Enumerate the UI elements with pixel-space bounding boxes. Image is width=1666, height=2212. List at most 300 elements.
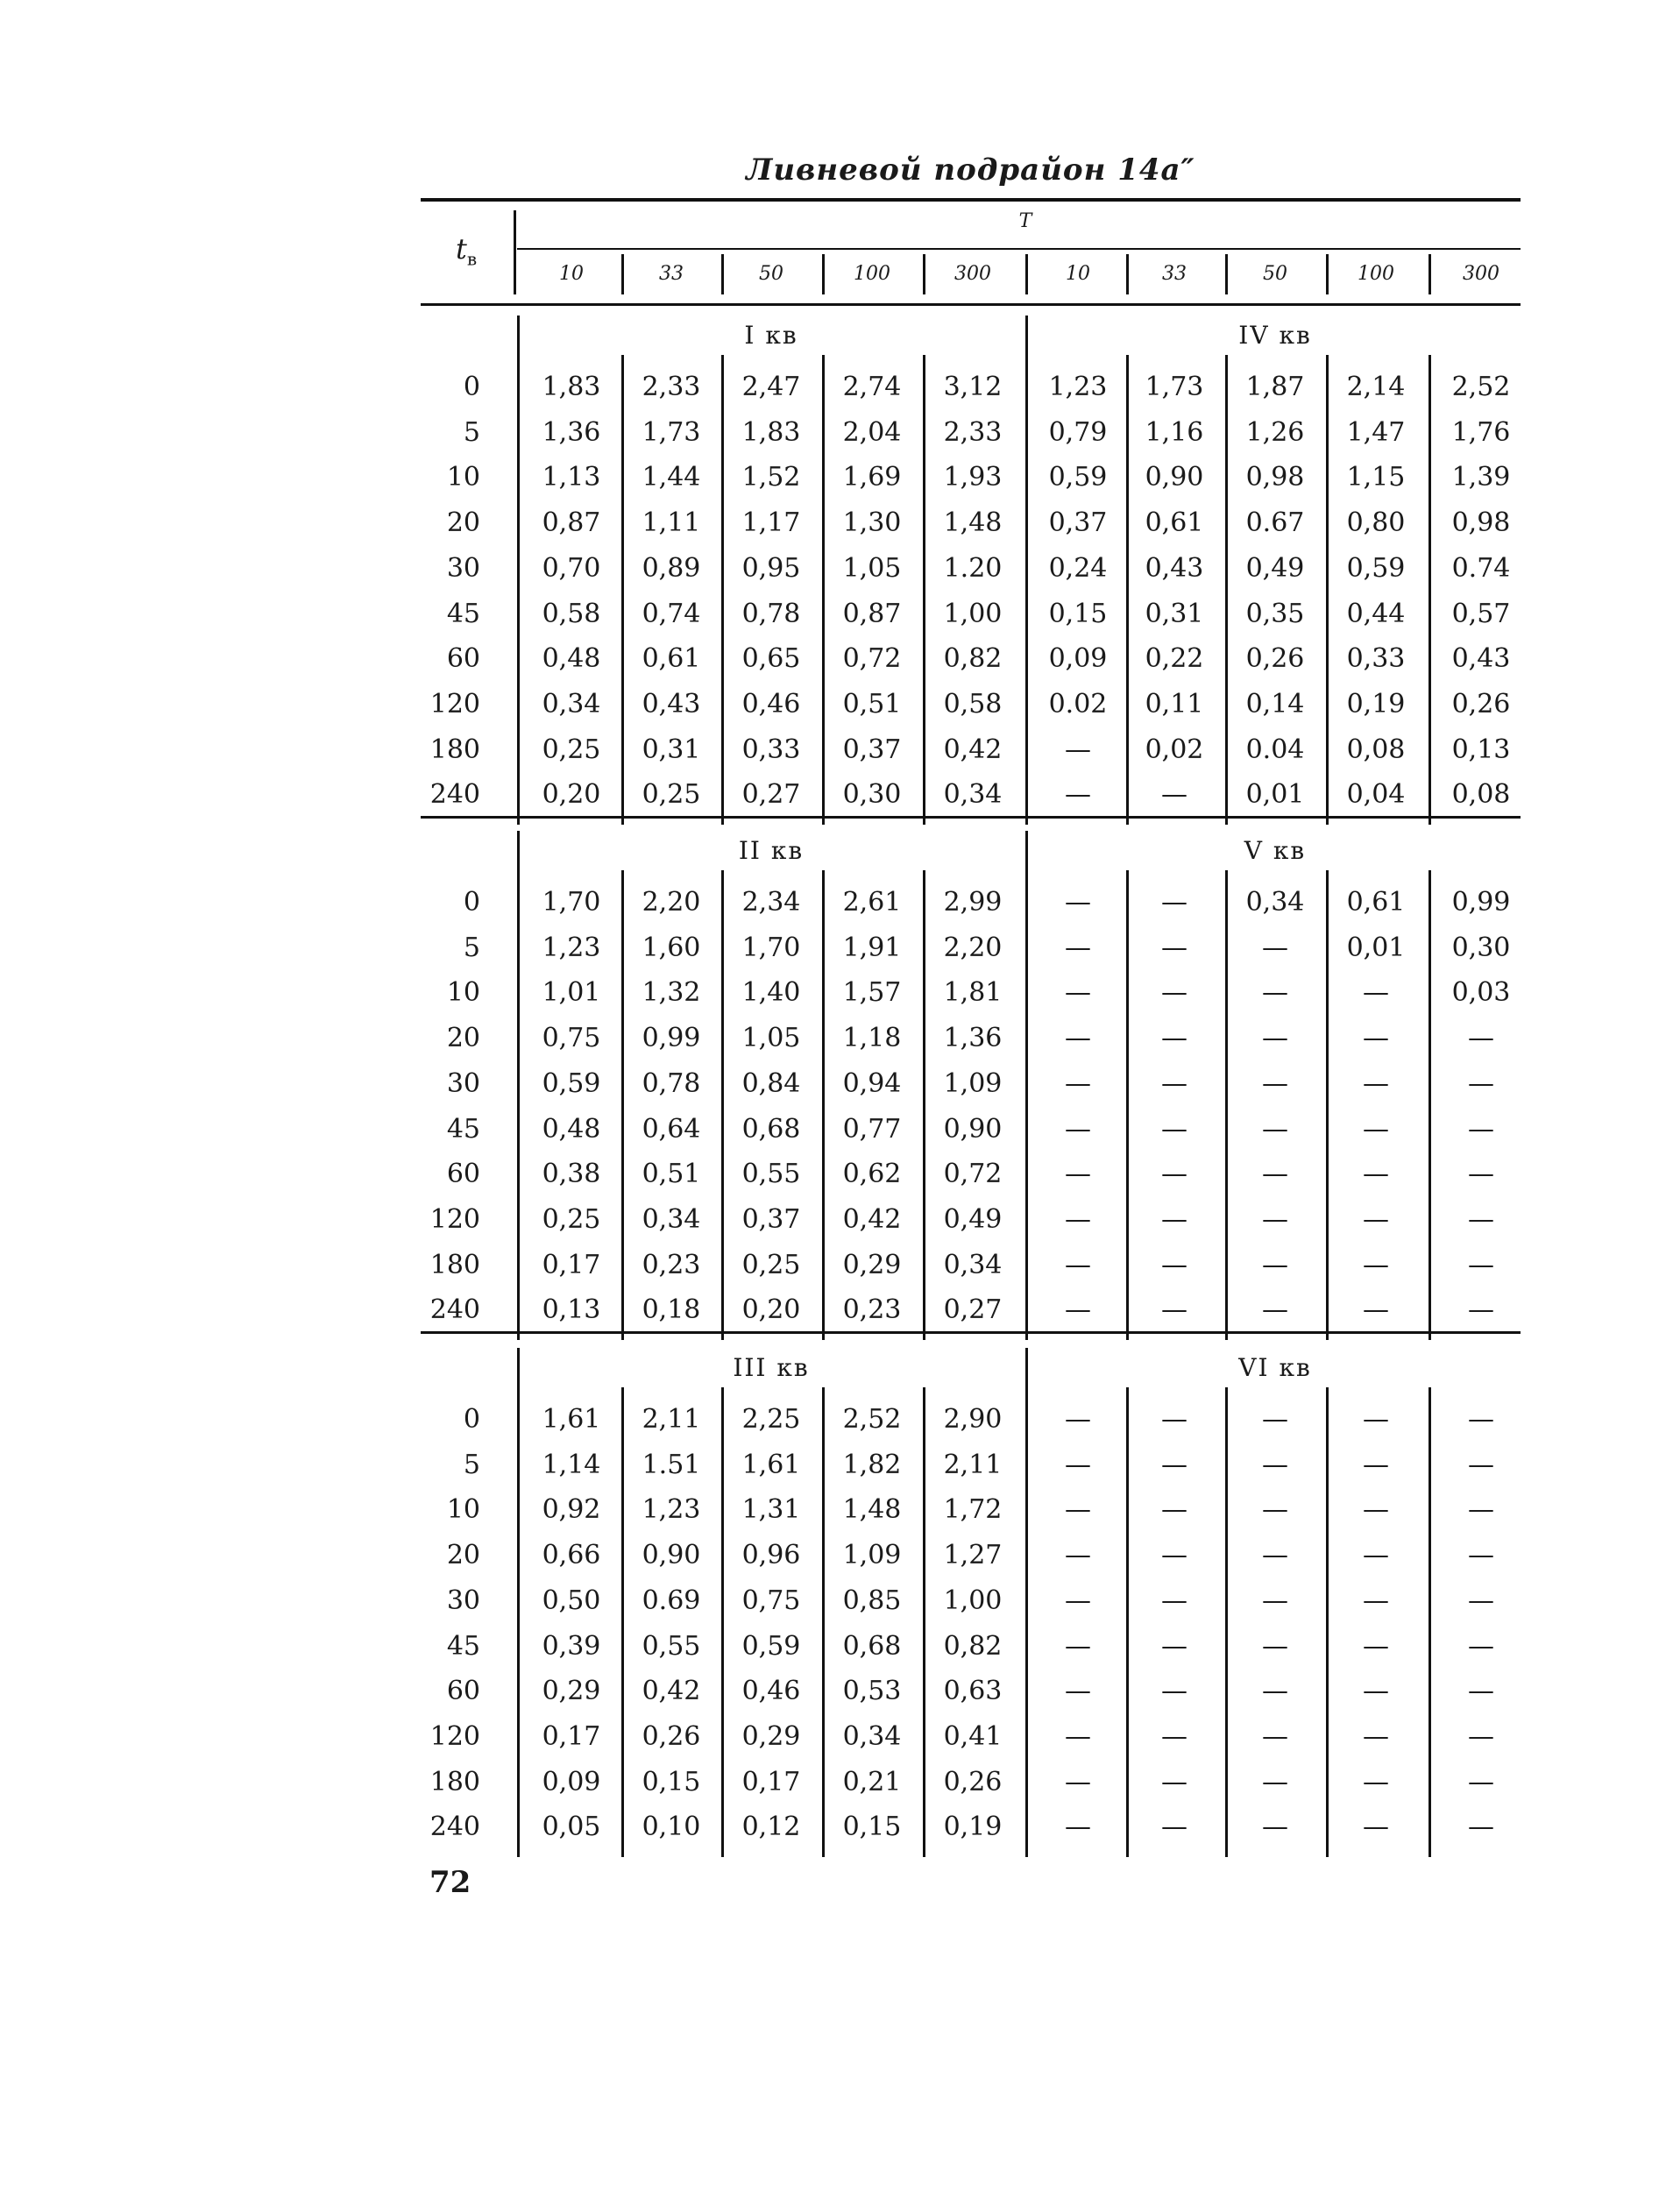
table-cell: 0,53 xyxy=(842,1676,902,1707)
table-cell: — xyxy=(1065,779,1091,811)
table-cell: 2,99 xyxy=(943,887,1003,918)
row-tb-value: 240 xyxy=(429,1811,480,1843)
table-cell: — xyxy=(1161,1449,1187,1480)
table-cell: — xyxy=(1262,1023,1288,1054)
table-cell: — xyxy=(1262,932,1288,963)
table-cell: 0.67 xyxy=(1245,507,1305,539)
table-cell: 1,83 xyxy=(542,372,601,402)
row-tb-value: 5 xyxy=(463,932,480,963)
table-cell: 1,72 xyxy=(943,1494,1003,1526)
table-cell: — xyxy=(1363,1811,1389,1843)
table-cell: — xyxy=(1161,1676,1187,1707)
table-cell: 1,05 xyxy=(741,1023,801,1054)
table-cell: 0,50 xyxy=(542,1585,601,1616)
row-tb-value: 60 xyxy=(446,1159,480,1190)
table-cell: 1,30 xyxy=(842,507,902,539)
table-cell: 0,08 xyxy=(1451,779,1511,811)
table-cell: 0,26 xyxy=(1451,688,1511,720)
table-cell: — xyxy=(1262,1203,1288,1235)
table-cell: 2,20 xyxy=(943,932,1003,963)
table-cell: 0,51 xyxy=(642,1159,701,1190)
table-cell: 0,72 xyxy=(842,643,902,675)
table-cell: 1,14 xyxy=(542,1449,601,1480)
section-separator-rule xyxy=(421,1331,1521,1334)
table-cell: — xyxy=(1161,977,1187,1009)
table-cell: — xyxy=(1161,1067,1187,1099)
table-cell: 0,99 xyxy=(642,1023,701,1054)
table-cell: — xyxy=(1065,1494,1091,1526)
table-cell: — xyxy=(1161,1766,1187,1797)
table-cell: 0.69 xyxy=(642,1585,701,1616)
table-cell: 0,90 xyxy=(1145,462,1204,493)
column-header-7: 50 xyxy=(1263,263,1287,285)
table-cell: 0,41 xyxy=(943,1720,1003,1752)
table-cell: 1,05 xyxy=(842,552,902,584)
table-cell: 0,19 xyxy=(1346,688,1406,720)
table-cell: 0,31 xyxy=(642,734,701,765)
table-cell: 0,19 xyxy=(943,1811,1003,1843)
section-label-left: III кв xyxy=(733,1353,810,1382)
column-header-divider xyxy=(822,254,825,294)
table-cell: 0,46 xyxy=(741,688,801,720)
table-cell: 0,27 xyxy=(741,779,801,811)
table-cell: 0,37 xyxy=(842,734,902,765)
table-cell: 0,29 xyxy=(542,1676,601,1707)
table-cell: 1,73 xyxy=(642,416,701,448)
row-tb-value: 30 xyxy=(446,552,480,584)
table-cell: 0,70 xyxy=(542,552,601,584)
table-cell: 0,49 xyxy=(1245,552,1305,584)
table-cell: 0,99 xyxy=(1451,887,1511,918)
table-cell: — xyxy=(1468,1766,1494,1797)
tb-header-label: t xyxy=(456,232,467,266)
row-tb-value: 240 xyxy=(429,1294,480,1326)
table-cell: 0,34 xyxy=(943,1249,1003,1280)
row-tb-value: 60 xyxy=(446,643,480,675)
table-cell: 0,04 xyxy=(1346,779,1406,811)
table-cell: 0,68 xyxy=(741,1113,801,1145)
table-cell: — xyxy=(1065,887,1091,918)
table-cell: 0,87 xyxy=(842,598,902,629)
table-cell: 0,20 xyxy=(542,779,601,811)
table-cell: 0,89 xyxy=(642,552,701,584)
table-cell: 0,29 xyxy=(842,1249,902,1280)
row-tb-value: 45 xyxy=(446,598,480,629)
table-cell: 0,43 xyxy=(1451,643,1511,675)
header-stub-divider xyxy=(514,210,516,294)
table-cell: — xyxy=(1065,1113,1091,1145)
table-cell: — xyxy=(1262,1249,1288,1280)
table-cell: 1,16 xyxy=(1145,416,1204,448)
table-cell: 0,34 xyxy=(842,1720,902,1752)
table-cell: 0,09 xyxy=(542,1766,601,1797)
table-cell: — xyxy=(1065,1159,1091,1190)
table-cell: — xyxy=(1468,1023,1494,1054)
row-tb-value: 120 xyxy=(429,1203,480,1235)
section-label-left: II кв xyxy=(738,836,805,865)
table-cell: 2,61 xyxy=(842,887,902,918)
table-cell: 0,42 xyxy=(842,1203,902,1235)
table-cell: — xyxy=(1065,1294,1091,1326)
table-cell: 0,82 xyxy=(943,643,1003,675)
table-cell: — xyxy=(1363,1585,1389,1616)
table-cell: — xyxy=(1262,1449,1288,1480)
table-cell: 0,23 xyxy=(842,1294,902,1326)
table-cell: — xyxy=(1161,1720,1187,1752)
table-cell: 2,90 xyxy=(943,1404,1003,1435)
table-cell: — xyxy=(1065,1404,1091,1435)
row-tb-value: 0 xyxy=(463,372,480,402)
table-cell: 2,52 xyxy=(842,1404,902,1435)
table-cell: 0,80 xyxy=(1346,507,1406,539)
table-cell: 1.20 xyxy=(943,552,1003,584)
table-cell: — xyxy=(1363,1449,1389,1480)
column-header-divider xyxy=(1126,254,1129,294)
table-cell: 1,48 xyxy=(943,507,1003,539)
row-tb-value: 240 xyxy=(429,779,480,811)
table-cell: 0,27 xyxy=(943,1294,1003,1326)
table-cell: 0,75 xyxy=(741,1585,801,1616)
row-tb-value: 30 xyxy=(446,1585,480,1616)
row-tb-value: 20 xyxy=(446,1540,480,1571)
table-cell: 1,44 xyxy=(642,462,701,493)
column-header-divider xyxy=(1429,254,1431,294)
table-cell: 0,02 xyxy=(1145,734,1204,765)
table-cell: — xyxy=(1065,1540,1091,1571)
table-cell: 2,11 xyxy=(642,1404,701,1435)
table-cell: 0,87 xyxy=(542,507,601,539)
column-header-divider xyxy=(721,254,724,294)
table-cell: 1,81 xyxy=(943,977,1003,1009)
table-cell: 0,37 xyxy=(741,1203,801,1235)
table-cell: 1,61 xyxy=(542,1404,601,1435)
table-cell: — xyxy=(1065,1811,1091,1843)
table-cell: 0,90 xyxy=(943,1113,1003,1145)
table-cell: 0,24 xyxy=(1048,552,1108,584)
table-cell: 0,49 xyxy=(943,1203,1003,1235)
column-header-0: 10 xyxy=(559,263,584,285)
table-cell: 0,63 xyxy=(943,1676,1003,1707)
table-cell: 2,33 xyxy=(943,416,1003,448)
table-cell: 0,09 xyxy=(1048,643,1108,675)
table-cell: 0,17 xyxy=(542,1249,601,1280)
table-cell: 1,15 xyxy=(1346,462,1406,493)
table-cell: — xyxy=(1065,1720,1091,1752)
row-tb-value: 5 xyxy=(463,1449,480,1480)
table-cell: — xyxy=(1161,1540,1187,1571)
table-cell: 1,27 xyxy=(943,1540,1003,1571)
table-cell: 0,39 xyxy=(542,1630,601,1662)
table-cell: — xyxy=(1065,977,1091,1009)
table-cell: 0,25 xyxy=(642,779,701,811)
table-cell: — xyxy=(1363,1630,1389,1662)
table-cell: 1.51 xyxy=(642,1449,701,1480)
table-cell: 1,83 xyxy=(741,416,801,448)
table-cell: 0,33 xyxy=(1346,643,1406,675)
table-cell: — xyxy=(1363,1067,1389,1099)
table-cell: 2,25 xyxy=(741,1404,801,1435)
row-tb-value: 120 xyxy=(429,688,480,720)
table-cell: — xyxy=(1468,1449,1494,1480)
table-cell: 0,05 xyxy=(542,1811,601,1843)
table-cell: — xyxy=(1363,1294,1389,1326)
row-tb-value: 0 xyxy=(463,887,480,918)
table-cell: — xyxy=(1468,1811,1494,1843)
table-cell: — xyxy=(1262,1067,1288,1099)
table-cell: 1,82 xyxy=(842,1449,902,1480)
table-cell: — xyxy=(1161,1811,1187,1843)
table-cell: — xyxy=(1363,1766,1389,1797)
table-cell: 0,25 xyxy=(741,1249,801,1280)
table-cell: 1,87 xyxy=(1245,372,1305,402)
table-cell: 0,21 xyxy=(842,1766,902,1797)
section-label-right: V кв xyxy=(1244,836,1307,865)
section-label-right: IV кв xyxy=(1238,321,1312,350)
table-cell: 0,34 xyxy=(542,688,601,720)
table-cell: — xyxy=(1161,1585,1187,1616)
table-cell: — xyxy=(1065,734,1091,765)
table-cell: — xyxy=(1468,1113,1494,1145)
table-cell: 1,76 xyxy=(1451,416,1511,448)
column-header-3: 100 xyxy=(854,263,890,285)
table-cell: 0,44 xyxy=(1346,598,1406,629)
table-cell: 0,68 xyxy=(842,1630,902,1662)
table-cell: 1,61 xyxy=(741,1449,801,1480)
table-cell: 2,14 xyxy=(1346,372,1406,402)
table-cell: 2,11 xyxy=(943,1449,1003,1480)
table-cell: 0,20 xyxy=(741,1294,801,1326)
row-tb-value: 120 xyxy=(429,1720,480,1752)
table-top-rule xyxy=(421,198,1521,202)
table-cell: 1,40 xyxy=(741,977,801,1009)
table-cell: 0,74 xyxy=(642,598,701,629)
table-cell: 2,74 xyxy=(842,372,902,402)
table-cell: 0,78 xyxy=(741,598,801,629)
table-cell: — xyxy=(1262,1294,1288,1326)
table-cell: — xyxy=(1262,1766,1288,1797)
table-cell: 0,23 xyxy=(642,1249,701,1280)
table-cell: 0,15 xyxy=(842,1811,902,1843)
table-cell: — xyxy=(1363,1159,1389,1190)
column-header-divider xyxy=(923,254,925,294)
table-cell: — xyxy=(1262,977,1288,1009)
table-cell: 1,09 xyxy=(842,1540,902,1571)
row-tb-value: 30 xyxy=(446,1067,480,1099)
table-cell: 0,35 xyxy=(1245,598,1305,629)
table-cell: 1,23 xyxy=(642,1494,701,1526)
table-cell: — xyxy=(1468,1676,1494,1707)
column-header-1: 33 xyxy=(659,263,684,285)
table-cell: — xyxy=(1065,1067,1091,1099)
table-cell: — xyxy=(1262,1540,1288,1571)
table-cell: — xyxy=(1363,1023,1389,1054)
table-cell: — xyxy=(1161,779,1187,811)
table-cell: — xyxy=(1468,1249,1494,1280)
table-cell: — xyxy=(1065,1449,1091,1480)
table-cell: 0,12 xyxy=(741,1811,801,1843)
table-cell: 0,61 xyxy=(642,643,701,675)
table-cell: 0,10 xyxy=(642,1811,701,1843)
column-header-divider xyxy=(621,254,624,294)
table-cell: — xyxy=(1468,1540,1494,1571)
table-cell: 0,13 xyxy=(542,1294,601,1326)
table-cell: 0,58 xyxy=(943,688,1003,720)
table-cell: — xyxy=(1262,1811,1288,1843)
table-cell: — xyxy=(1363,1494,1389,1526)
table-cell: 0,34 xyxy=(642,1203,701,1235)
table-cell: 0,31 xyxy=(1145,598,1204,629)
table-cell: — xyxy=(1468,1720,1494,1752)
table-cell: 0,55 xyxy=(642,1630,701,1662)
table-cell: 0,25 xyxy=(542,734,601,765)
table-cell: — xyxy=(1363,1203,1389,1235)
table-cell: 0,79 xyxy=(1048,416,1108,448)
table-cell: — xyxy=(1065,1630,1091,1662)
row-tb-value: 180 xyxy=(429,1249,480,1280)
table-cell: 0,42 xyxy=(943,734,1003,765)
table-cell: 1,13 xyxy=(542,462,601,493)
column-header-6: 33 xyxy=(1162,263,1187,285)
table-cell: — xyxy=(1161,1203,1187,1235)
table-cell: 1,01 xyxy=(542,977,601,1009)
row-tb-value: 10 xyxy=(446,1494,480,1526)
table-cell: 0,62 xyxy=(842,1159,902,1190)
table-cell: 1,39 xyxy=(1451,462,1511,493)
table-cell: 0,43 xyxy=(642,688,701,720)
column-header-2: 50 xyxy=(759,263,783,285)
page-title: Ливневой подрайон 14а″ xyxy=(746,152,1195,188)
table-cell: — xyxy=(1468,1585,1494,1616)
header-bottom-rule xyxy=(421,303,1521,306)
table-cell: 0,38 xyxy=(542,1159,601,1190)
table-cell: — xyxy=(1161,887,1187,918)
table-cell: 1,00 xyxy=(943,598,1003,629)
table-cell: 0,15 xyxy=(1048,598,1108,629)
table-cell: — xyxy=(1468,1404,1494,1435)
table-cell: 0,85 xyxy=(842,1585,902,1616)
t-header: T xyxy=(1018,210,1032,232)
table-cell: — xyxy=(1161,1294,1187,1326)
table-cell: 2,33 xyxy=(642,372,701,402)
table-cell: 1,09 xyxy=(943,1067,1003,1099)
table-cell: 0,34 xyxy=(1245,887,1305,918)
table-cell: 1,57 xyxy=(842,977,902,1009)
row-tb-value: 45 xyxy=(446,1630,480,1662)
table-cell: 1,32 xyxy=(642,977,701,1009)
row-tb-value: 180 xyxy=(429,1766,480,1797)
table-cell: 0,72 xyxy=(943,1159,1003,1190)
table-cell: 0.74 xyxy=(1451,552,1511,584)
table-cell: 0,59 xyxy=(741,1630,801,1662)
table-cell: 0,13 xyxy=(1451,734,1511,765)
table-cell: 1,18 xyxy=(842,1023,902,1054)
table-cell: — xyxy=(1363,1113,1389,1145)
column-header-9: 300 xyxy=(1463,263,1499,285)
table-cell: 1,73 xyxy=(1145,372,1204,402)
table-cell: 0,55 xyxy=(741,1159,801,1190)
table-cell: — xyxy=(1065,1766,1091,1797)
table-cell: 1,70 xyxy=(741,932,801,963)
row-tb-value: 10 xyxy=(446,977,480,1009)
table-cell: 1,36 xyxy=(542,416,601,448)
table-cell: — xyxy=(1161,1249,1187,1280)
table-cell: — xyxy=(1468,1494,1494,1526)
table-cell: 0,26 xyxy=(642,1720,701,1752)
table-cell: 0,66 xyxy=(542,1540,601,1571)
table-cell: 1,31 xyxy=(741,1494,801,1526)
section-label-left: I кв xyxy=(744,321,798,350)
table-cell: 0,08 xyxy=(1346,734,1406,765)
table-cell: — xyxy=(1161,1494,1187,1526)
table-cell: 0,61 xyxy=(1346,887,1406,918)
table-cell: 0,30 xyxy=(842,779,902,811)
table-cell: 1,60 xyxy=(642,932,701,963)
table-cell: 1,70 xyxy=(542,887,601,918)
table-cell: 0,96 xyxy=(741,1540,801,1571)
table-cell: 0,57 xyxy=(1451,598,1511,629)
table-cell: 2,47 xyxy=(741,372,801,402)
column-header-divider xyxy=(1025,254,1028,294)
table-cell: 0,51 xyxy=(842,688,902,720)
table-cell: 0,17 xyxy=(741,1766,801,1797)
table-cell: 0,01 xyxy=(1245,779,1305,811)
table-cell: — xyxy=(1363,1404,1389,1435)
t-header-rule xyxy=(517,248,1521,250)
table-cell: — xyxy=(1065,1023,1091,1054)
tb-header-sub: в xyxy=(466,248,478,270)
table-cell: 1,91 xyxy=(842,932,902,963)
table-cell: 0,17 xyxy=(542,1720,601,1752)
table-cell: 1,52 xyxy=(741,462,801,493)
table-cell: — xyxy=(1363,1676,1389,1707)
table-cell: 0,61 xyxy=(1145,507,1204,539)
table-cell: 0,25 xyxy=(542,1203,601,1235)
table-cell: 0,26 xyxy=(943,1766,1003,1797)
table-cell: 1,48 xyxy=(842,1494,902,1526)
table-cell: 1,17 xyxy=(741,507,801,539)
table-cell: 1,23 xyxy=(542,932,601,963)
table-cell: 2,20 xyxy=(642,887,701,918)
table-cell: 0,92 xyxy=(542,1494,601,1526)
table-cell: 0,26 xyxy=(1245,643,1305,675)
table-cell: 0,22 xyxy=(1145,643,1204,675)
section-label-right: VI кв xyxy=(1238,1353,1312,1382)
table-cell: — xyxy=(1161,1023,1187,1054)
row-tb-value: 20 xyxy=(446,507,480,539)
table-cell: — xyxy=(1468,1294,1494,1326)
table-cell: 0,64 xyxy=(642,1113,701,1145)
table-cell: 1,23 xyxy=(1048,372,1108,402)
table-cell: — xyxy=(1161,1630,1187,1662)
table-cell: 0,59 xyxy=(1346,552,1406,584)
table-cell: — xyxy=(1065,1676,1091,1707)
table-cell: — xyxy=(1468,1159,1494,1190)
section-separator-rule xyxy=(421,816,1521,819)
row-tb-value: 45 xyxy=(446,1113,480,1145)
row-tb-value: 5 xyxy=(463,416,480,448)
table-cell: — xyxy=(1468,1203,1494,1235)
column-header-divider xyxy=(1225,254,1228,294)
table-cell: 3,12 xyxy=(943,372,1003,402)
table-cell: 0,98 xyxy=(1451,507,1511,539)
row-tb-value: 10 xyxy=(446,462,480,493)
table-cell: 0,59 xyxy=(1048,462,1108,493)
table-cell: — xyxy=(1262,1720,1288,1752)
table-cell: 0,37 xyxy=(1048,507,1108,539)
column-header-8: 100 xyxy=(1358,263,1394,285)
table-cell: 0,78 xyxy=(642,1067,701,1099)
table-cell: 0,42 xyxy=(642,1676,701,1707)
